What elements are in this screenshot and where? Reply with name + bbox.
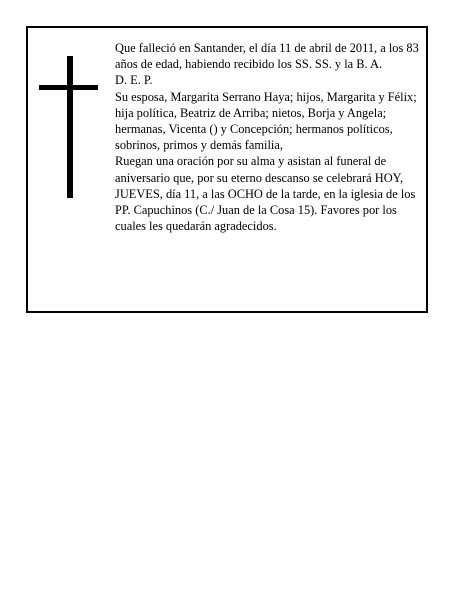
cross-vertical-bar	[67, 56, 73, 198]
cross-horizontal-bar	[39, 85, 98, 90]
obituary-text	[115, 40, 421, 234]
obituary-notice	[26, 26, 428, 313]
rest-in-peace: D. E. P.	[115, 73, 153, 88]
family-list: Su esposa, Margarita Serrano Haya; hijos, Margarita y Félix; hija política, Beatriz de Arriba; nietos, Borja y Angela; hermanas, Vicenta () y Concepción; hermanos políticos, sobrinos, primos y demás familia,	[115, 89, 417, 153]
death-announcement: Que falleció en Santander, el día 11 de abril de 2011, a los 83 años de edad, habiendo recibido los SS. SS. y la B. A.	[115, 41, 419, 72]
funeral-details: Ruegan una oración por su alma y asistan al funeral de aniversario que, por su eterno descanso se celebrará HOY, JUEVES, día 11, a las OCHO de la tarde, en la iglesia de los PP. Capuchinos (C./ Juan de la Cosa 15). Favores por los cuales les quedarán agradecidos.	[115, 154, 416, 234]
